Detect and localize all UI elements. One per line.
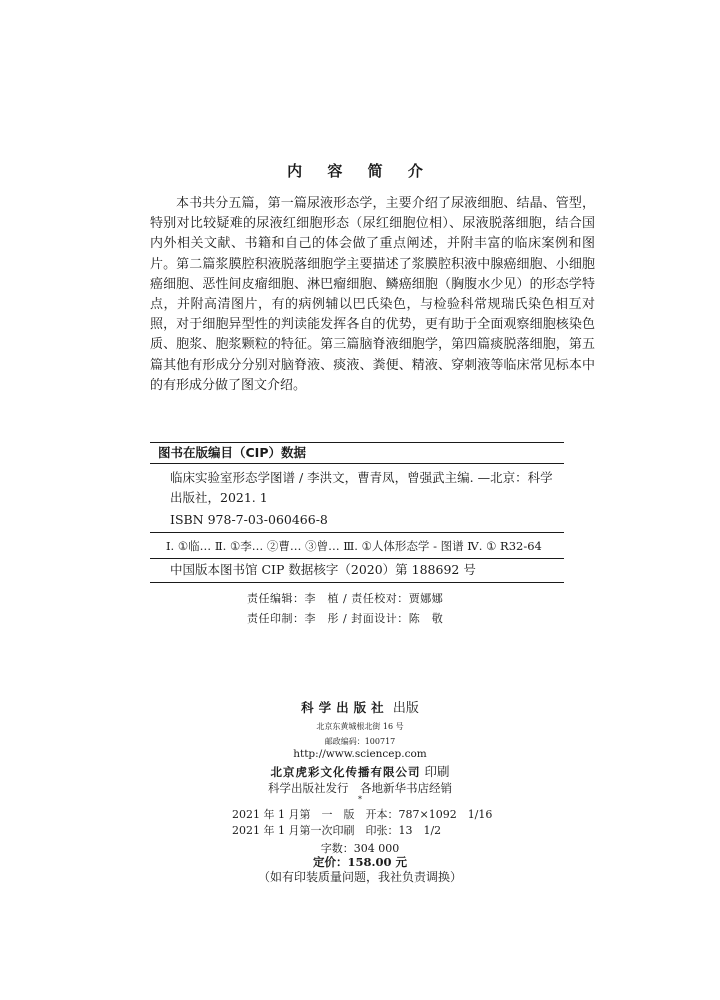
printer-line [0, 762, 720, 780]
cip-heading: 图书在版编目（CIP）数据 [150, 442, 564, 464]
cip-isbn: ISBN 978-7-03-060466-8 [170, 512, 328, 527]
cip-catalog-entry: 临床实验室形态学图谱 / 李洪文，曹青凤，曾强武主编. —北京：科学出版社，2021. 1 [170, 470, 553, 505]
cip-divider [150, 582, 564, 583]
price-value: 定价：158.00 元 [312, 855, 407, 869]
cip-classification: Ⅰ. ①临… Ⅱ. ①李… ②曹… ③曾… Ⅲ. ①人体形态学 - 图谱 Ⅳ. ① R32-64 [166, 539, 542, 553]
summary-text [150, 194, 595, 396]
printing-info: 2021 年 1 月第一次印刷 印张：13 1/2 [232, 824, 442, 837]
publisher-address: 北京东黄城根北街 16 号 [316, 722, 404, 731]
distribution-line: 科学出版社发行 各地新华书店经销 [268, 781, 452, 795]
ornament: * [358, 795, 362, 804]
publisher-name: 科学出版社 [301, 700, 389, 715]
printer-name: 北京虎彩文化传播有限公司 [270, 765, 421, 779]
publisher-website: http://www.sciencep.com [293, 748, 427, 760]
cip-record-number: 中国版本图书馆 CIP 数据核字（2020）第 188692 号 [170, 562, 476, 577]
editor-credits: 责任编辑：李 植 / 责任校对：贾娜娜 [247, 592, 444, 605]
printer-action: 印刷 [424, 764, 450, 779]
word-count: 字数：304 000 [320, 842, 400, 855]
edition-info: 2021 年 1 月第 一 版 开本：787×1092 1/16 [232, 808, 493, 821]
cip-divider [150, 558, 564, 559]
publisher-action: 出版 [392, 701, 419, 716]
summary-paragraph: 本书共分五篇，第一篇尿液形态学，主要介绍了尿液细胞、结晶、管型，特别对比较疑难的尿液红细胞形态（尿红细胞位相）、尿液脱落细胞，结合国内外相关文献、书籍和自己的体会做了重点阐述，并附丰富的临床案例和图片。第二篇浆膜腔积液脱落细胞学主要描述了浆膜腔积液中腺癌细胞、小细胞癌细胞、恶性间皮瘤细胞、淋巴瘤细胞、鳞癌细胞（胸腹水少见）的形态学特点，并附高清图片，有的病例辅以巴氏染色，与检验科常规瑞氏染色相互对照，对于细胞异型性的判读能发挥各自的优势，更有助于全面观察细胞核染色质、胞浆、胞浆颗粒的特征。第三篇脑脊液细胞学，第四篇痰脱落细胞，第五篇其他有形成分分别对脑脊液、痰液、粪便、精液、穿刺液等临床常见标本中的有形成分做了图文介绍。 [150, 196, 595, 393]
page-title: 内 容 简 介 [287, 162, 433, 180]
publisher-postcode: 邮政编码：100717 [324, 737, 396, 746]
cip-divider [150, 532, 564, 533]
publisher-line [0, 697, 720, 716]
production-credits: 责任印制：李 彤 / 封面设计：陈 敬 [247, 612, 444, 625]
quality-notice: （如有印装质量问题，我社负责调换） [257, 870, 462, 884]
